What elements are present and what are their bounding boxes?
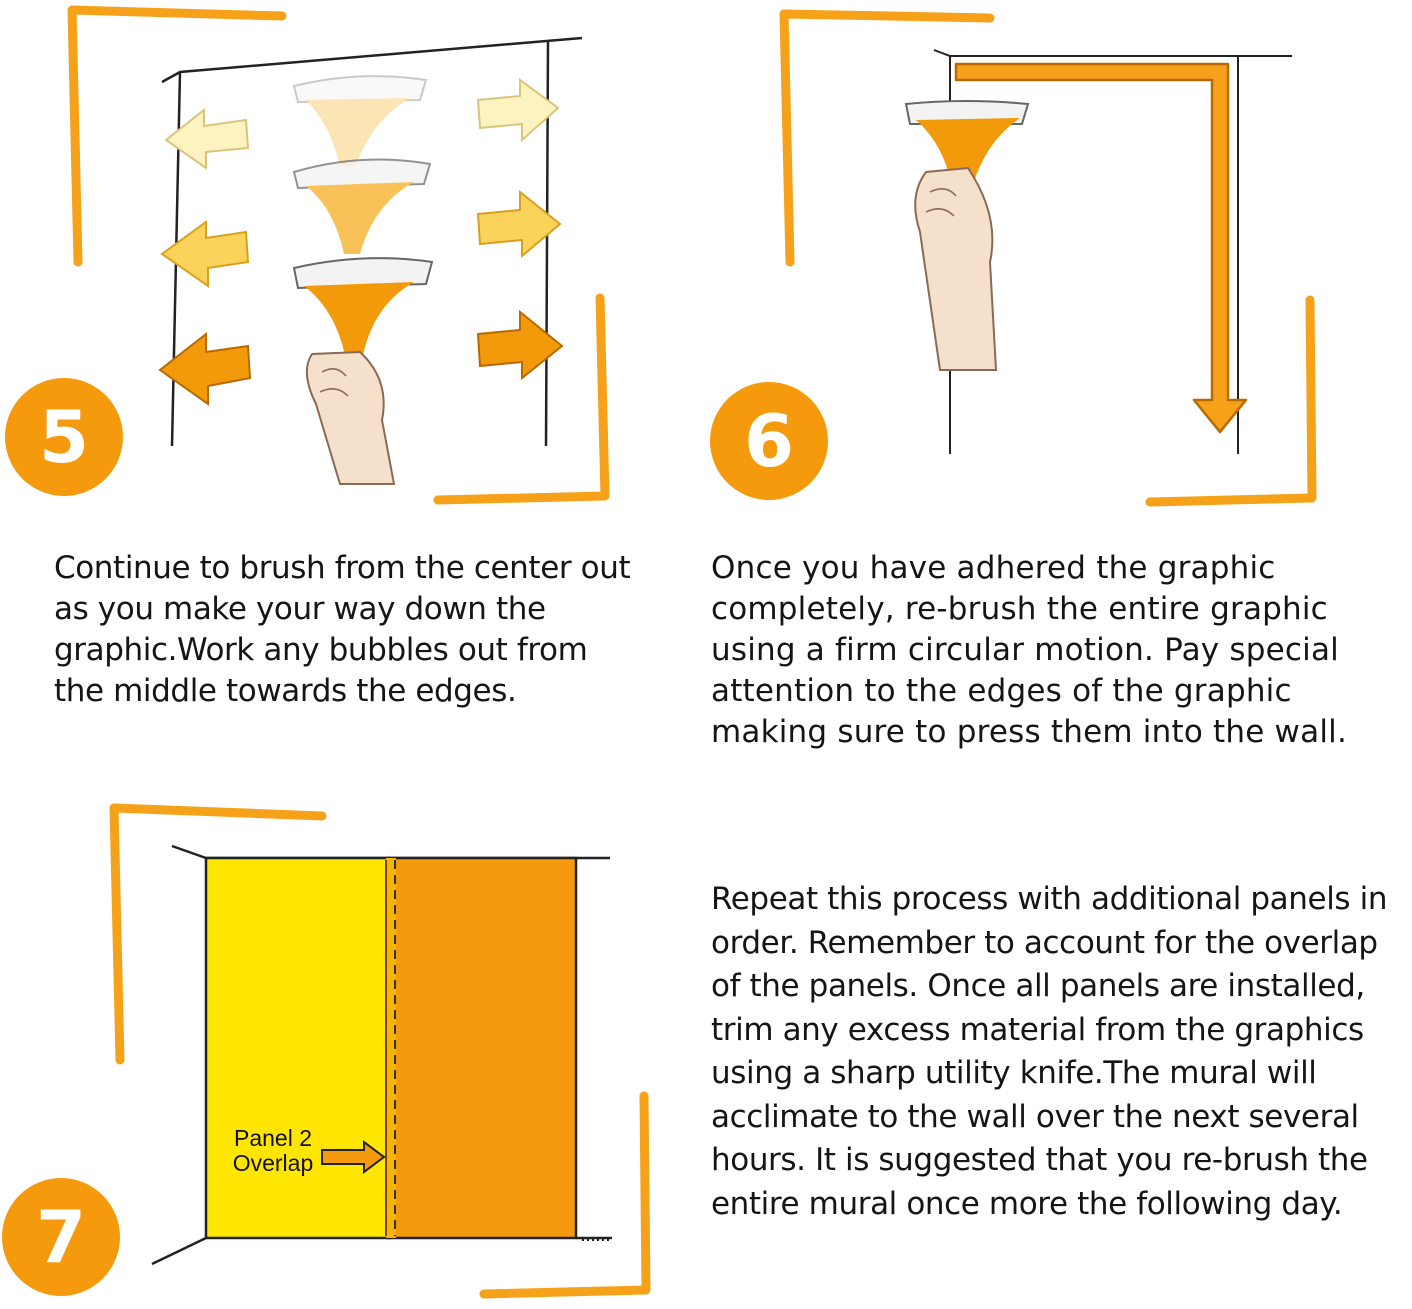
step-6-panel [700,0,1412,520]
overlap-label-line-1: Panel 2 [233,1125,312,1151]
hand-icon [915,168,996,370]
step-7-panel [0,790,700,1309]
step-number-badge: 7 [2,1178,120,1296]
hand-icon [307,352,394,484]
arrow-right-icon [478,312,562,378]
step-7-instructions: Repeat this process with additional panels in order. Remember to account for the overlap of the panels. Once all panels are installed, trim any excess material from the graphics using a sharp utility knife.The mural will acclimate to the wall over the next several hours. It is suggested that you re-brush the entire mural once more the following day. [711,881,1388,1222]
overlap-label-line-2: Overlap [232,1150,314,1176]
squeegee-icon [294,160,430,255]
panel-1 [206,858,390,1238]
step-number-badge: 5 [5,378,123,496]
step-number-badge: 6 [710,382,828,500]
step-5-panel [0,0,700,520]
panel-2 [388,858,576,1238]
squeegee-icon [294,258,432,360]
step-6-instructions: Once you have adhered the graphic completely, re-brush the entire graphic using a firm circular motion. Pay special attention to the edges of the graphic making sure to press them into the wall. [711,550,1347,750]
squeegee-icon [294,76,426,166]
arrow-right-icon [478,80,558,140]
step-5-instructions: Continue to brush from the center out as you make your way down the graphic.Work any bubbles out from the middle towards the edges. [54,550,631,709]
overlap-label [218,1126,328,1176]
